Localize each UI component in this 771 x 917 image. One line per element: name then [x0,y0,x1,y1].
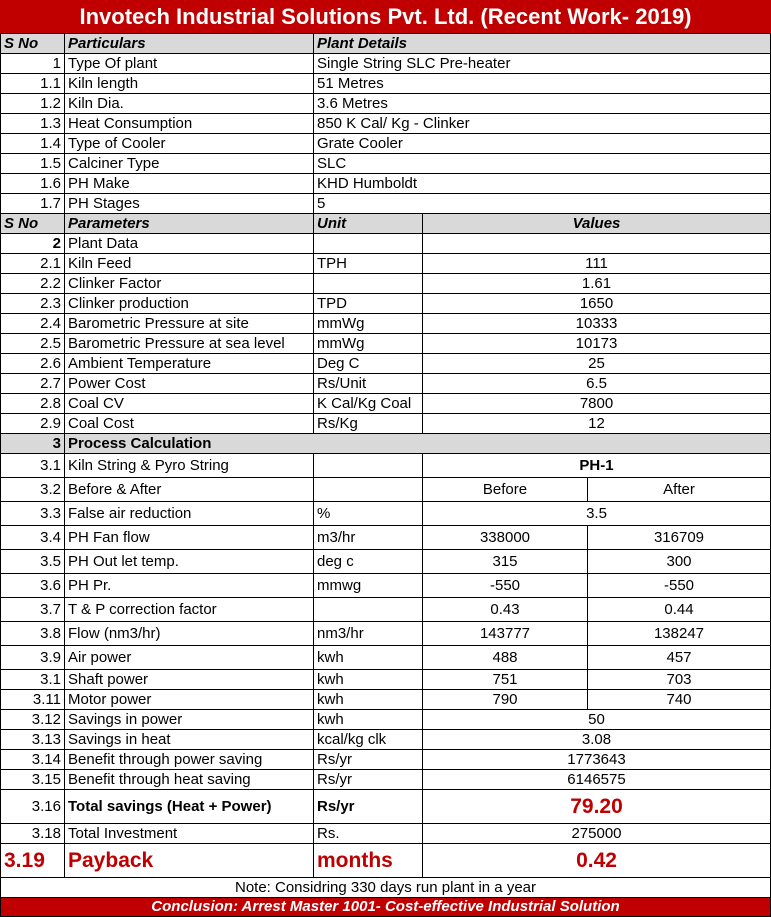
before-value-cell: 338000 [423,526,588,550]
plant-data-row [1,374,771,394]
detail-value-cell: Single String SLC Pre-heater [314,54,771,74]
parameter-cell: Savings in heat [65,730,314,750]
sno-cell: 2.8 [1,394,65,414]
detail-value-cell: 51 Metres [314,74,771,94]
value-cell: 3.08 [423,730,771,750]
process-row [1,622,771,646]
conclusion-banner: Conclusion: Arrest Master 1001- Cost-effective Industrial Solution [1,898,771,917]
total-savings-row [1,790,771,824]
after-value-cell: 138247 [588,622,771,646]
values-header-cell: Values [423,214,771,234]
process-row [1,502,771,526]
after-value-cell: 703 [588,670,771,690]
sno-cell: 1.2 [1,94,65,114]
plant-data-row [1,274,771,294]
sno-cell: 3.7 [1,598,65,622]
particular-cell: PH Make [65,174,314,194]
unit-cell [314,598,423,622]
sno-cell: 3.13 [1,730,65,750]
sno-cell: 3.8 [1,622,65,646]
sno-cell: 3.6 [1,574,65,598]
sno-cell: 1 [1,54,65,74]
section-sno: 3 [1,434,65,454]
unit-cell: kcal/kg clk [314,730,423,750]
payback-unit: months [314,844,423,878]
value-cell: 275000 [423,824,771,844]
parameter-cell: Kiln String & Pyro String [65,454,314,478]
value-cell: PH-1 [423,454,771,478]
plant-detail-row [1,94,771,114]
work-table [0,33,771,917]
after-value-cell: 316709 [588,526,771,550]
unit-cell: mmWg [314,334,423,354]
unit-header-cell: Unit [314,214,423,234]
plant-data-row [1,394,771,414]
detail-value-cell: 3.6 Metres [314,94,771,114]
sno-cell: 2.1 [1,254,65,274]
parameter-cell: Benefit through heat saving [65,770,314,790]
payback-row [1,844,771,878]
process-row [1,646,771,670]
process-row [1,478,771,502]
particular-cell: Type of Cooler [65,134,314,154]
empty-cell [423,234,771,254]
savings-row [1,730,771,750]
parameter-cell: Shaft power [65,670,314,690]
sno-cell: 1.5 [1,154,65,174]
value-cell: 50 [423,710,771,730]
parameter-cell: PH Pr. [65,574,314,598]
sno-cell: 3.14 [1,750,65,770]
value-cell: 10333 [423,314,771,334]
plant-detail-row [1,54,771,74]
unit-cell: deg c [314,550,423,574]
parameter-cell: Coal Cost [65,414,314,434]
unit-cell: nm3/hr [314,622,423,646]
total-unit: Rs/yr [314,790,423,824]
unit-cell: Rs/yr [314,750,423,770]
sno-cell: 2.9 [1,414,65,434]
unit-cell: % [314,502,423,526]
parameter-cell: Barometric Pressure at sea level [65,334,314,354]
unit-cell: kwh [314,710,423,730]
parameters-header [1,214,771,234]
section-plant-data [1,234,771,254]
before-value-cell: 488 [423,646,588,670]
plant-detail-row [1,134,771,154]
detail-value-cell: KHD Humboldt [314,174,771,194]
unit-cell: K Cal/Kg Coal [314,394,423,414]
note-text: Note: Considring 330 days run plant in a year [1,878,771,898]
particular-cell: Type Of plant [65,54,314,74]
particular-cell: Heat Consumption [65,114,314,134]
particular-cell: Kiln Dia. [65,94,314,114]
sno-cell: 3.11 [1,690,65,710]
value-cell: 1773643 [423,750,771,770]
total-label: Total savings (Heat + Power) [65,790,314,824]
section-sno: 2 [1,234,65,254]
before-value-cell: 751 [423,670,588,690]
after-header-cell: After [588,478,771,502]
sno-cell: 3.1 [1,454,65,478]
value-cell: 1650 [423,294,771,314]
sno-cell: 2.5 [1,334,65,354]
sno-cell: 3.1 [1,670,65,690]
sno-cell: 3.9 [1,646,65,670]
plant-detail-row [1,174,771,194]
plant-detail-row [1,154,771,174]
section-process-calculation [1,434,771,454]
parameter-cell: Ambient Temperature [65,354,314,374]
section-label: Plant Data [65,234,314,254]
value-cell: 111 [423,254,771,274]
section-label: Process Calculation [65,434,771,454]
value-cell: 7800 [423,394,771,414]
unit-cell: Deg C [314,354,423,374]
value-cell: 10173 [423,334,771,354]
sno-cell: 1.1 [1,74,65,94]
sno-cell: 3.5 [1,550,65,574]
parameter-cell: Coal CV [65,394,314,414]
after-value-cell: 740 [588,690,771,710]
before-value-cell: 315 [423,550,588,574]
particular-cell: PH Stages [65,194,314,214]
plant-detail-row [1,194,771,214]
parameter-cell: Air power [65,646,314,670]
sno-cell: 3.15 [1,770,65,790]
sno-cell: 2.7 [1,374,65,394]
parameter-cell: Motor power [65,690,314,710]
parameter-cell: Barometric Pressure at site [65,314,314,334]
process-row [1,574,771,598]
value-cell: 6.5 [423,374,771,394]
payback-value: 0.42 [423,844,771,878]
sno-cell: 3.2 [1,478,65,502]
unit-cell: Rs/Unit [314,374,423,394]
parameter-cell: Before & After [65,478,314,502]
plant-details-header-cell: Plant Details [314,34,771,54]
parameter-cell: Clinker Factor [65,274,314,294]
parameter-cell: Total Investment [65,824,314,844]
unit-cell: m3/hr [314,526,423,550]
sno-cell: 3.18 [1,824,65,844]
before-value-cell: 790 [423,690,588,710]
detail-value-cell: Grate Cooler [314,134,771,154]
process-row [1,598,771,622]
parameter-cell: False air reduction [65,502,314,526]
detail-value-cell: SLC [314,154,771,174]
parameter-cell: Benefit through power saving [65,750,314,770]
savings-row [1,710,771,730]
plant-detail-row [1,114,771,134]
process-row [1,454,771,478]
empty-cell [314,234,423,254]
plant-details-header [1,34,771,54]
plant-data-row [1,334,771,354]
plant-data-row [1,254,771,274]
investment-row [1,824,771,844]
value-cell: 3.5 [423,502,771,526]
sno-cell: 3.16 [1,790,65,824]
parameter-cell: Flow (nm3/hr) [65,622,314,646]
value-cell: 1.61 [423,274,771,294]
sno-cell: 3.4 [1,526,65,550]
parameter-cell: Kiln Feed [65,254,314,274]
unit-cell: kwh [314,690,423,710]
after-value-cell: 457 [588,646,771,670]
unit-cell: mmWg [314,314,423,334]
unit-cell: kwh [314,646,423,670]
parameter-cell: Clinker production [65,294,314,314]
savings-row [1,770,771,790]
parameter-cell: T & P correction factor [65,598,314,622]
sno-header: S No [1,34,65,54]
before-value-cell: 143777 [423,622,588,646]
unit-cell [314,274,423,294]
process-row [1,550,771,574]
plant-data-row [1,414,771,434]
sno-cell: 3.3 [1,502,65,526]
after-value-cell: -550 [588,574,771,598]
after-value-cell: 0.44 [588,598,771,622]
unit-cell: TPH [314,254,423,274]
sno-cell: 1.3 [1,114,65,134]
report-title: Invotech Industrial Solutions Pvt. Ltd. (Recent Work- 2019) [0,0,771,33]
plant-data-row [1,354,771,374]
sno-cell: 3.12 [1,710,65,730]
unit-cell: Rs. [314,824,423,844]
plant-detail-row [1,74,771,94]
before-value-cell: 0.43 [423,598,588,622]
sno-header: S No [1,214,65,234]
process-row [1,526,771,550]
after-value-cell: 300 [588,550,771,574]
parameter-cell: PH Out let temp. [65,550,314,574]
unit-cell: Rs/Kg [314,414,423,434]
before-value-cell: -550 [423,574,588,598]
unit-cell [314,478,423,502]
particular-cell: Kiln length [65,74,314,94]
total-value: 79.20 [423,790,771,824]
parameter-cell: Savings in power [65,710,314,730]
plant-data-row [1,314,771,334]
process-row [1,670,771,690]
sno-cell: 1.6 [1,174,65,194]
sno-cell: 2.3 [1,294,65,314]
payback-label: Payback [65,844,314,878]
conclusion-row [1,898,771,917]
parameter-cell: PH Fan flow [65,526,314,550]
detail-value-cell: 5 [314,194,771,214]
unit-cell: kwh [314,670,423,690]
before-header-cell: Before [423,478,588,502]
parameter-cell: Power Cost [65,374,314,394]
value-cell: 12 [423,414,771,434]
sno-cell: 2.4 [1,314,65,334]
payback-sno: 3.19 [1,844,65,878]
value-cell: 6146575 [423,770,771,790]
unit-cell: Rs/yr [314,770,423,790]
sno-cell: 2.6 [1,354,65,374]
unit-cell [314,454,423,478]
sno-cell: 1.4 [1,134,65,154]
value-cell: 25 [423,354,771,374]
particular-cell: Calciner Type [65,154,314,174]
particulars-header: Particulars [65,34,314,54]
savings-row [1,750,771,770]
unit-cell: TPD [314,294,423,314]
sno-cell: 1.7 [1,194,65,214]
note-row [1,878,771,898]
sno-cell: 2.2 [1,274,65,294]
unit-cell: mmwg [314,574,423,598]
parameters-header-cell: Parameters [65,214,314,234]
detail-value-cell: 850 K Cal/ Kg - Clinker [314,114,771,134]
plant-data-row [1,294,771,314]
process-row [1,690,771,710]
